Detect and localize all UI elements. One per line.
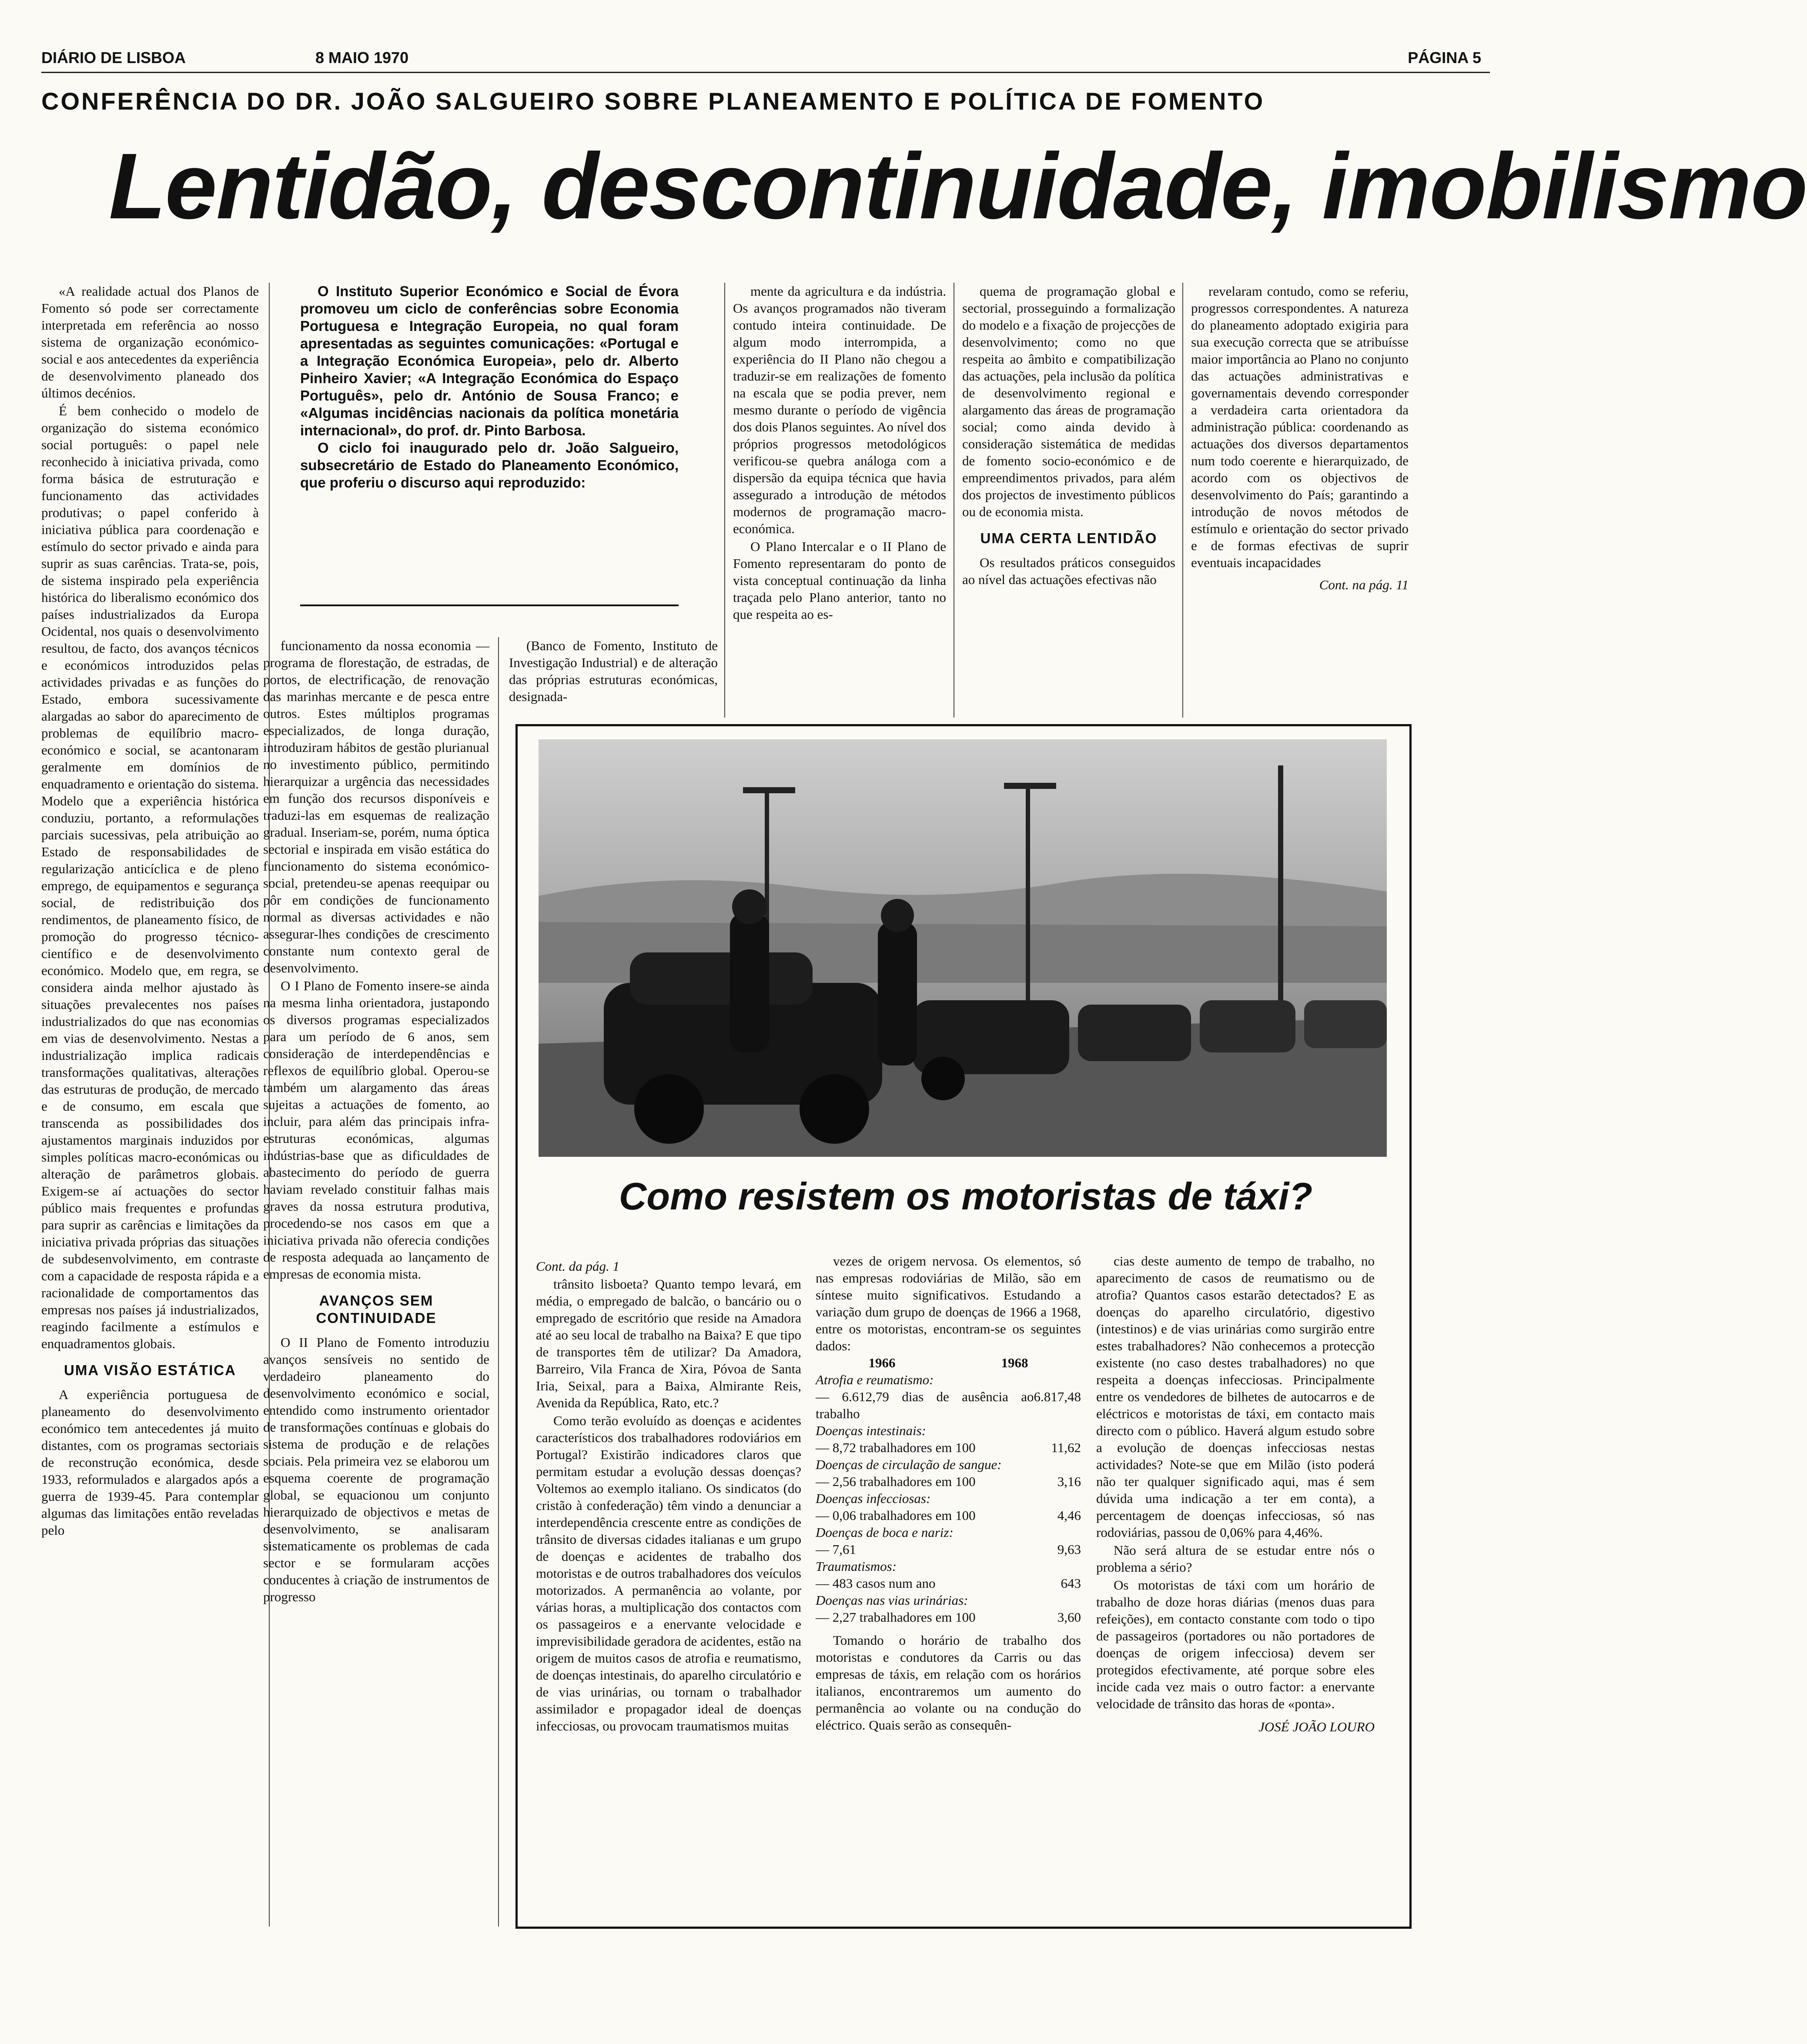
paragraph: mente da agricultura e da indústria. Os avanços programados não tiveram contudo inteira continuidade. De algum modo interrompida, a experiência do II Plano não chegou a traduzir-se em realizações de fomento na escala que se podia prever, nem mesmo durante o período de vigência dos dois Planos seguintes. Ao nível dos próprios progressos metodológicos verificou-se quebra análoga com a dispersão da equipa técnica que havia assegurado a introdução de métodos modernos de programação macro-económica. [733, 284, 946, 536]
intro-box [300, 283, 679, 606]
subheading: UMA VISÃO ESTÁTICA [64, 1362, 236, 1378]
paragraph: O Plano Intercalar e o II Plano de Fomento representaram do ponto de vista conceptual continuação da linha traçada pelo Plano anterior, tanto no que respeita ao es- [733, 539, 946, 622]
intro-paragraph: O ciclo foi inaugurado pelo dr. João Salgueiro, subsecretário de Estado do Planeamento Económico, que proferiu o discurso aqui reproduzido: [300, 440, 679, 491]
article-column-5 [962, 283, 1175, 715]
continued-note: Cont. na pág. 11 [1319, 577, 1409, 592]
author-signature: JOSÉ JOÃO LOURO [1258, 1719, 1375, 1734]
stats-1966: — 2,56 trabalhadores em 100 [816, 1474, 976, 1489]
article-column-1 [41, 283, 259, 1927]
article-column-2 [263, 637, 489, 1927]
paragraph: funcionamento da nossa economia — programa de florestação, de estradas, de portos, de electrificação, de renovação das marinhas mercante e de pesca entre outros. Estes múltiplos programas especializados, de longa duração, introduziram hábitos de gestão plurianual no investimento público, permitindo hierarquizar a urgência das necessidades em função dos recursos disponíveis e traduzi-las em esquemas de realização gradual. Inseriam-se, porém, numa óptica sectorial e inspirada em visão estática do funcionamento do sistema económico-social, pretendeu-se apenas reequipar ou pôr em condições de funcionamento normal as diversas actividades e não assegurar-lhes condições de crescimento constante num contexto geral de desenvolvimento. [263, 638, 489, 975]
paragraph: quema de programação global e sectorial, prosseguindo a formalização do modelo e a fixação de projecções de desenvolvimento; como no que respeita ao âmbito e compatibilização das actuações, pela inclusão da política de desenvolvimento regional e alargamento das áreas de programação social; como ainda devido à consideração sistemática de medidas de fomento socio-económico e de empreendimentos privados, para além dos projectos de investimento públicos ou de economia mista. [962, 284, 1175, 519]
taxi-column-3 [1096, 1252, 1375, 1909]
paragraph: (Banco de Fomento, Instituto de Investigação Industrial) e de alteração das próprias estruturas económicas, designada- [509, 638, 718, 704]
stats-1968: 643 [1061, 1576, 1081, 1591]
stats-1968: 4,46 [1057, 1508, 1081, 1523]
paragraph: revelaram contudo, como se referiu, progressos correspondentes. A natureza do planeamento adoptado exigiria para sua execução correcta que se atribuísse maior importância ao Plano no conjunto das actuações administrativas e governamentais devendo corresponder a verdadeira carta orientadora da administração pública: coordenando as actuações dos diversos departamentos num todo coerente e hierarquizado, de acordo com os objectivos de desenvolvimento do País; garantindo a introdução de novos métodos de estímulo e orientação do sector privado e de formas efectivas de suprir eventuais incapacidades [1191, 284, 1409, 570]
stats-1968: 9,63 [1057, 1542, 1081, 1557]
paragraph: vezes de origem nervosa. Os elementos, só nas empresas rodoviárias de Milão, são em síntese muito significativos. Estudando a variação dum grupo de doenças de 1966 a 1968, entre os motoristas, encontram-se os seguintes dados: [816, 1253, 1081, 1353]
paragraph: Os resultados práticos conseguidos ao nível das actuações efectivas não [962, 555, 1175, 587]
taxi-column-1 [536, 1252, 801, 1909]
taxi-street-image [539, 739, 1387, 1157]
masthead-rule [41, 72, 1490, 73]
paragraph: Não será altura de se estudar entre nós o problema a sério? [1096, 1543, 1375, 1575]
stats-row [816, 1524, 1081, 1558]
masthead [41, 49, 1490, 75]
stats-row [816, 1490, 1081, 1524]
stats-category: Doenças infecciosas: [816, 1491, 931, 1506]
year-1966: 1966 [868, 1355, 896, 1370]
stats-1966: — 0,06 trabalhadores em 100 [816, 1508, 976, 1523]
column-divider [724, 283, 725, 718]
taxi-column-2 [816, 1252, 1081, 1909]
paragraph: Os motoristas de táxi com um horário de trabalho de doze horas diárias (menos duas para refeições), em contacto constante com todo o tipo de passageiros (portadores ou não portadores de doenças de origem infecciosa) devem ser protegidos efectivamente, até porque sobre eles incide cada vez mais o outro factor: a enervante velocidade de trânsito das horas de «ponta». [1096, 1577, 1375, 1711]
subheading: UMA CERTA LENTIDÃO [980, 530, 1158, 546]
headline: Lentidão, descontinuidade, imobilismo [109, 134, 1807, 238]
intro-paragraph: O Instituto Superior Económico e Social de Évora promoveu um ciclo de conferências sobre Economia Portuguesa e Integração Europeia, no qual foram apresentadas as seguintes comunicações: «Portugal e a Integração Económica Europeia», pelo dr. Alberto Pinheiro Xavier; «A Integração Económica do Espaço Português», pelo dr. António de Sousa Franco; e «Algumas incidências nacionais da política monetária internacional», do prof. dr. Pinto Barbosa. [300, 283, 679, 438]
paragraph: O I Plano de Fomento insere-se ainda na mesma linha orientadora, justapondo os diversos programas especializados para um período de 6 anos, sem consideração de interdependências e reflexos de equilíbrio global. Operou-se também um alargamento das áreas sujeitas a actuações de fomento, ao incluir, para além das principais infra-estruturas económicas, algumas indústrias-base que as dificuldades de abastecimento do período de guerra haviam revelado constituir falhas mais graves da nossa estrutura produtiva, procedendo-se nos casos em que a iniciativa privada não oferecia condições de resposta adequada ao lançamento de empresas de economia mista. [263, 978, 489, 1282]
subheading: AVANÇOS SEM CONTINUIDADE [316, 1293, 437, 1326]
stats-1968: 3,16 [1057, 1474, 1081, 1489]
stats-1966: — 7,61 [816, 1542, 856, 1557]
taxi-photo [539, 739, 1387, 1157]
paragraph: cias deste aumento de tempo de trabalho, no aparecimento de casos de reumatismo ou de atrofia? Quantos casos estarão detectados? E as doenças do aparelho circulatório, digestivo (intestinos) e de vias urinárias como surgirão entre estes trabalhadores? Não conhecemos a protecção existente (no caso destes trabalhadores) no que respeita a doenças infecciosas. Principalmente entre os vendedores de bilhetes de autocarros e de eléctricos e motoristas de táxi, em contacto mais directo com o público. Haverá algum estudo sobre a evolução de doenças infecciosas nestas actividades? Note-se que em Milão (isto poderá não ter qualquer significado aqui, mas é sem dúvida uma indicação a ter em conta), a percentagem de doenças infecciosas, só nas rodoviárias, passou de 0,06% para 4,46%. [1096, 1253, 1375, 1540]
stats-row [816, 1592, 1081, 1626]
stats-category: Doenças de boca e nariz: [816, 1525, 954, 1540]
paragraph: A experiência portuguesa de planeamento do desenvolvimento económico tem antecedentes já muito distantes, com os programas sectoriais de reconstrução económica, desde 1933, reformulados e alargados após a guerra de 1939-45. Para contemplar algumas das limitações então reveladas pelo [41, 1387, 259, 1538]
paragraph: Tomando o horário de trabalho dos motoristas e condutores da Carris ou das empresas de táxis, em relação com os horários italianos, encontraremos um aumento do permanência ao volante ou na condução do eléctrico. Quais serão as consequên- [816, 1633, 1081, 1733]
stats-row [816, 1558, 1081, 1592]
stats-category: Atrofia e reumatismo: [816, 1372, 934, 1387]
issue-date: 8 MAIO 1970 [315, 49, 409, 67]
stats-row [816, 1456, 1081, 1490]
paragraph: É bem conhecido o modelo de organização do sistema económico social português: o papel nele reconhecido à iniciativa privada, como forma básica de estruturação e funcionamento das actividades produtivas; o papel conferido à iniciativa pública para coordenação e estímulo do sector privado e ainda para suprir as suas carências. Trata-se, pois, de sistema inspirado pela experiência histórica do liberalismo económico dos países industrializados da Europa Ocidental, nos quais o desenvolvimento resultou, de facto, dos avanços técnicos e económicos introduzidos pelas actividades privadas e as funções do Estado, embora sucessivamente alargadas ao sabor do aparecimento de problemas de equilíbrio macro-económico e social, se acantonaram geralmente em domínios de enquadramento e orientação do sistema. Modelo que a experiência histórica conduziu, portanto, a reformulações parciais sucessivas, pela atribuição ao Estado de responsabilidades de regularização anticíclica e de pleno emprego, de equipamentos e segurança social, de redistribuição dos rendimentos, de planeamento físico, de promoção do progresso técnico-científico e de desenvolvimento económico. Modelo que, em regra, se considera ainda melhor ajustado às situações prevalecentes nos países industrializados do que nas economias em vias de desenvolvimento. Nestas a industrialização implica radicais transformações qualitativas, alterações das estruturas de produção, de mercado e de consumo, em escala que transcenda as possibilidades dos ajustamentos marginais induzidos por simples políticas macro-económicas ou alteração de parâmetros globais. Exigem-se aí actuações do sector público mais frequentes e profundas para suprir as carências e limitações da iniciativa privada próprias das situações de subdesenvolvimento, em contraste com a capacidade de resposta rápida e a racionalidade de comportamentos das empresas nos países já industrializados, reagindo facilmente a estímulos e enquadramentos globais. [41, 403, 259, 1351]
stats-1968: 6.817,48 [1034, 1389, 1081, 1404]
article-column-4 [733, 283, 946, 715]
stats-category: Doenças intestinais: [816, 1423, 926, 1438]
stats-1966: — 483 casos num ano [816, 1576, 936, 1591]
stats-1966: — 6.612,79 dias de ausência ao trabalho [816, 1389, 1034, 1421]
kicker: CONFERÊNCIA DO DR. JOÃO SALGUEIRO SOBRE PLANEAMENTO E POLÍTICA DE FOMENTO [41, 87, 1265, 115]
column-divider [498, 637, 499, 1927]
stats-row [816, 1422, 1081, 1456]
stats-category: Doenças de circulação de sangue: [816, 1457, 1002, 1472]
page-number: PÁGINA 5 [1408, 49, 1481, 67]
stats-1968: 11,62 [1051, 1440, 1081, 1455]
stats-1966: — 2,27 trabalhadores em 100 [816, 1610, 976, 1625]
continued-from: Cont. da pág. 1 [536, 1259, 620, 1274]
stats-1966: — 8,72 trabalhadores em 100 [816, 1440, 976, 1455]
newspaper-name: DIÁRIO DE LISBOA [41, 49, 186, 67]
stats-header [816, 1354, 1081, 1371]
paragraph: «A realidade actual dos Planos de Fomento só pode ser correctamente interpretada em referência ao nosso sistema de organização económico-social e aos antecedentes da experiência de desenvolvimento planeado dos últimos decénios. [41, 284, 259, 401]
paragraph: trânsito lisboeta? Quanto tempo levará, em média, o empregado de balcão, o bancário ou o empregado de escritório que reside na Amadora até ao seu local de trabalho na Baixa? E que tipo de transportes têm de utilizar? Da Amadora, Barreiro, Vila Franca de Xira, Póvoa de Santa Iria, Seixal, para a Baixa, Almirante Reis, Avenida da República, Rato, etc.? [536, 1276, 801, 1410]
article-column-6 [1191, 283, 1409, 715]
disease-stats-table [816, 1354, 1081, 1626]
stats-category: Doenças nas vias urinárias: [816, 1593, 968, 1608]
paragraph: O II Plano de Fomento introduziu avanços sensíveis no sentido de verdadeiro planeamento do desenvolvimento económico e social, entendido como instrumento orientador de transformações contínuas e globais do sistema de produção e de relações sociais. Pela primeira vez se elaborou um esquema coerente de programação global, se equacionou um conjunto hierarquizado de objectivos e metas de desenvolvimento, se analisaram sistematicamente os problemas de cada sector e se formularam acções conducentes à criação de instrumentos de progresso [263, 1335, 489, 1604]
stats-1968: 3,60 [1057, 1610, 1081, 1625]
paragraph: Como terão evoluído as doenças e acidentes característicos dos trabalhadores rodoviários em Portugal? Existirão indicadores claros que permitam estudar a evolução dessas doenças? Voltemos ao exemplo italiano. Os sindicatos (do cristão à confederação) têm vindo a denunciar a interdependência crescente entre as condições de trânsito de diversas cidades italianas e um grupo de doenças e acidentes de trabalho dos motoristas e de outros trabalhadores dos veículos motorizados. A permanência ao volante, por várias horas, a multiplicação dos contactos com os passageiros e a enervante velocidade e imprevisibilidade geradora de acidentes, estão na origem de muitos casos de atrofia e reumatismo, de doenças intestinais, do aparelho circulatório e de vias urinárias, ou tornam o trabalhador assimilador e propagador ideal de doenças infecciosas, ou provocam traumatismos muitas [536, 1413, 801, 1733]
taxi-article-title: Como resistem os motoristas de táxi? [619, 1175, 1313, 1218]
year-1968: 1968 [1001, 1355, 1028, 1370]
stats-category: Traumatismos: [816, 1559, 897, 1574]
article-column-3 [509, 637, 718, 715]
stats-row [816, 1371, 1081, 1422]
column-divider [1182, 283, 1183, 718]
